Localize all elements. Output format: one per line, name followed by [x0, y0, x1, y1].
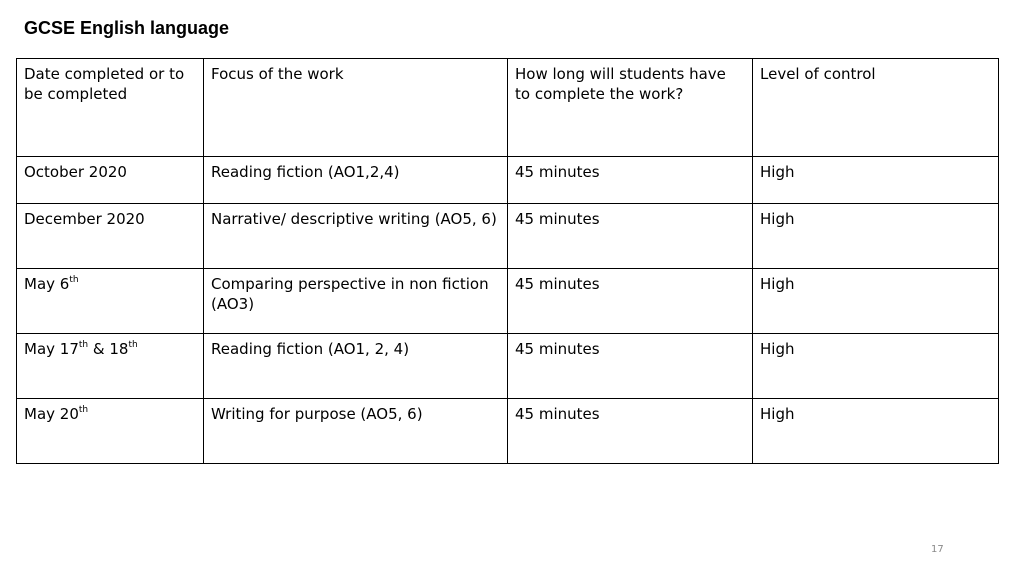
header-duration: How long will students have to complete the work? — [508, 59, 753, 157]
header-focus: Focus of the work — [204, 59, 508, 157]
table-row — [17, 157, 999, 204]
date-text: May 20 — [24, 405, 79, 423]
cell-date — [17, 269, 204, 334]
cell-date: December 2020 — [17, 204, 204, 269]
cell-duration: 45 minutes — [508, 157, 753, 204]
slide-title: GCSE English language — [24, 18, 230, 38]
header-control: Level of control — [753, 59, 999, 157]
date-text: May 17 — [24, 340, 79, 358]
cell-control: High — [753, 204, 999, 269]
cell-control: High — [753, 399, 999, 464]
cell-control: High — [753, 334, 999, 399]
page-number: 17 — [931, 544, 944, 555]
date-ordinal-suffix: th — [78, 405, 89, 415]
cell-control: High — [753, 269, 999, 334]
cell-focus: Reading fiction (AO1,2,4) — [204, 157, 508, 204]
date-ordinal-suffix: th — [128, 340, 138, 350]
table-header-row — [17, 59, 999, 157]
date-ordinal-suffix: th — [69, 275, 79, 285]
assessment-schedule-table — [16, 58, 999, 464]
cell-duration: 45 minutes — [508, 204, 753, 269]
date-joiner-text: & 18 — [88, 340, 129, 358]
cell-focus: Comparing perspective in non fiction (AO3) — [204, 269, 508, 334]
table-row — [17, 334, 999, 399]
cell-duration: 45 minutes — [508, 269, 753, 334]
cell-date — [17, 399, 204, 464]
cell-focus: Narrative/ descriptive writing (AO5, 6) — [204, 204, 508, 269]
cell-focus: Writing for purpose (AO5, 6) — [204, 399, 508, 464]
cell-duration: 45 minutes — [508, 334, 753, 399]
cell-control: High — [753, 157, 999, 204]
table-row — [17, 399, 999, 464]
cell-date: October 2020 — [17, 157, 204, 204]
date-ordinal-suffix: th — [78, 340, 89, 350]
cell-focus: Reading fiction (AO1, 2, 4) — [204, 334, 508, 399]
cell-date — [17, 334, 204, 399]
header-date: Date completed or to be completed — [17, 59, 204, 157]
date-text: May 6 — [24, 275, 70, 293]
table-row — [17, 269, 999, 334]
cell-duration: 45 minutes — [508, 399, 753, 464]
table-row — [17, 204, 999, 269]
